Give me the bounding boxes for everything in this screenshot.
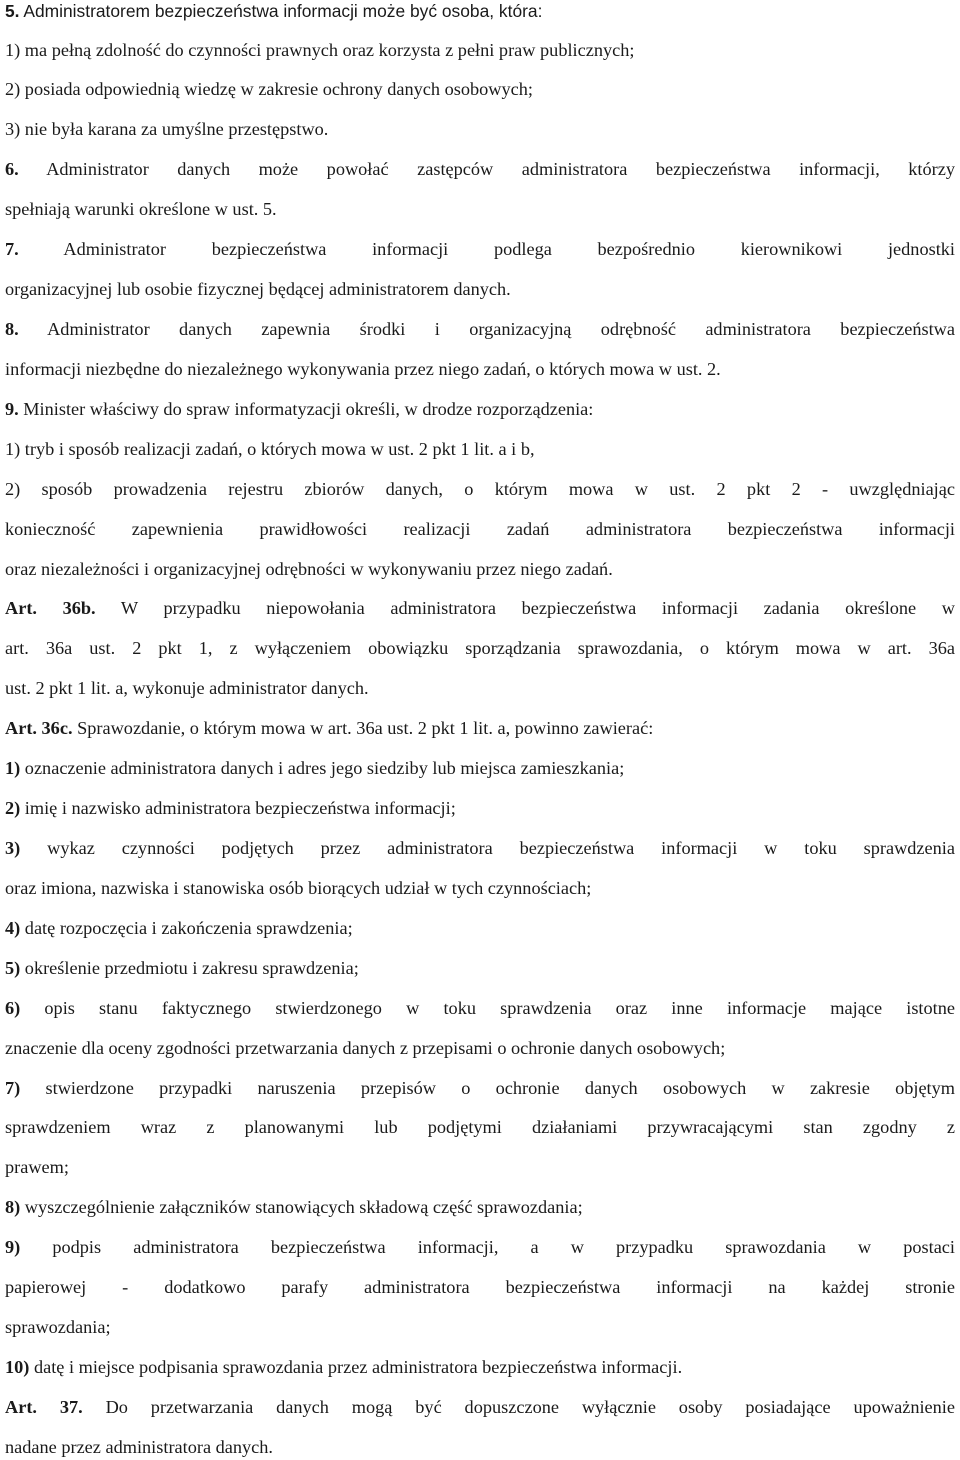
line-text: organizacyjnej lub osobie fizycznej będącej administratorem danych. <box>5 279 511 299</box>
line-text: datę rozpoczęcia i zakończenia sprawdzenia; <box>20 918 353 938</box>
line-text: sprawdzeniem wraz z planowanymi lub podjętymi działaniami przywracającymi stan zgodny z <box>5 1117 955 1137</box>
section-number: 8) <box>5 1197 21 1217</box>
line-text: 1) ma pełną zdolność do czynności prawnych oraz korzysta z pełni praw publicznych; <box>5 40 635 60</box>
line-text: prawem; <box>5 1157 69 1177</box>
line-text: 3) nie była karana za umyślne przestępstwo. <box>5 119 329 139</box>
text-line <box>5 1236 955 1258</box>
line-text: konieczność zapewnienia prawidłowości realizacji zadań administratora bezpieczeństwa informacji <box>5 519 955 539</box>
text-line <box>5 1436 273 1458</box>
text-line <box>5 877 591 899</box>
text-line <box>5 358 721 380</box>
section-number: 1) <box>5 758 21 778</box>
section-number: 5. <box>5 1 20 21</box>
line-text: Minister właściwy do spraw informatyzacji określi, w drodze rozporządzenia: <box>18 399 594 419</box>
line-text: Administrator bezpieczeństwa informacji podlega bezpośrednio kierownikowi jednostki <box>18 239 955 259</box>
section-number: 8. <box>5 319 19 339</box>
section-number: Art. 36c. <box>5 718 73 738</box>
text-line <box>5 1196 583 1218</box>
line-text: stwierdzone przypadki naruszenia przepisów o ochronie danych osobowych w zakresie objętym <box>20 1078 955 1098</box>
line-text: 2) posiada odpowiednią wiedzę w zakresie ochrony danych osobowych; <box>5 79 533 99</box>
line-text: ust. 2 pkt 1 lit. a, wykonuje administrator danych. <box>5 678 369 698</box>
text-line <box>5 39 634 61</box>
text-line <box>5 198 277 220</box>
section-number: 3) <box>5 838 21 858</box>
text-line <box>5 1356 682 1378</box>
section-number: Art. 37. <box>5 1397 83 1417</box>
text-line <box>5 478 955 500</box>
line-text: informacji niezbędne do niezależnego wykonywania przez niego zadań, o których mowa w ust. 2. <box>5 359 721 379</box>
section-number: 6. <box>5 159 19 179</box>
text-line <box>5 957 359 979</box>
text-line <box>5 1276 955 1298</box>
text-line <box>5 837 955 859</box>
line-text: podpis administratora bezpieczeństwa informacji, a w przypadku sprawozdania w postaci <box>20 1237 955 1257</box>
line-text: imię i nazwisko administratora bezpieczeństwa informacji; <box>20 798 456 818</box>
line-text: 1) tryb i sposób realizacji zadań, o których mowa w ust. 2 pkt 1 lit. a i b, <box>5 439 535 459</box>
section-number: 7) <box>5 1078 21 1098</box>
section-number: 7. <box>5 239 19 259</box>
line-text: wyszczególnienie załączników stanowiących składową część sprawozdania; <box>20 1197 583 1217</box>
text-line <box>5 78 533 100</box>
line-text: datę i miejsce podpisania sprawozdania przez administratora bezpieczeństwa informacji. <box>29 1357 683 1377</box>
line-text: papierowej - dodatkowo parafy administratora bezpieczeństwa informacji na każdej stronie <box>5 1277 955 1297</box>
text-line <box>5 1037 725 1059</box>
line-text: nadane przez administratora danych. <box>5 1437 273 1457</box>
line-text: art. 36a ust. 2 pkt 1, z wyłączeniem obowiązku sporządzania sprawozdania, o którym mowa w art. 36a <box>5 638 955 658</box>
line-text: spełniają warunki określone w ust. 5. <box>5 199 277 219</box>
line-text: oraz niezależności i organizacyjnej odrębności w wykonywaniu przez niego zadań. <box>5 559 613 579</box>
line-text: Sprawozdanie, o którym mowa w art. 36a ust. 2 pkt 1 lit. a, powinno zawierać: <box>72 718 654 738</box>
text-line <box>5 1116 955 1138</box>
text-line <box>5 637 955 659</box>
line-text: Administrator danych może powołać zastępców administratora bezpieczeństwa informacji, którzy <box>18 159 955 179</box>
line-text: Administrator danych zapewnia środki i organizacyjną odrębność administratora bezpieczeństwa <box>18 319 955 339</box>
line-text: określenie przedmiotu i zakresu sprawdzenia; <box>20 958 359 978</box>
section-number: Art. 36b. <box>5 598 96 618</box>
section-number: 6) <box>5 998 21 1018</box>
text-line <box>5 717 653 739</box>
line-text: W przypadku niepowołania administratora bezpieczeństwa informacji zadania określone w <box>95 598 955 618</box>
line-text: 2) sposób prowadzenia rejestru zbiorów danych, o którym mowa w ust. 2 pkt 2 - uwzględniając <box>5 479 955 499</box>
text-line <box>5 757 624 779</box>
section-number: 10) <box>5 1357 30 1377</box>
text-line <box>5 1156 69 1178</box>
line-text: Administratorem bezpieczeństwa informacji może być osoba, która: <box>19 1 543 21</box>
line-text: oraz imiona, nazwiska i stanowiska osób biorących udział w tych czynnościach; <box>5 878 592 898</box>
line-text: oznaczenie administratora danych i adres jego siedziby lub miejsca zamieszkania; <box>20 758 625 778</box>
text-line <box>5 677 369 699</box>
text-line <box>5 1316 111 1338</box>
text-line <box>5 597 955 619</box>
text-line <box>5 1077 955 1099</box>
line-text: wykaz czynności podjętych przez administratora bezpieczeństwa informacji w toku sprawdzenia <box>20 838 955 858</box>
text-line <box>5 1396 955 1418</box>
line-text: sprawozdania; <box>5 1317 111 1337</box>
text-line <box>5 278 511 300</box>
line-text: znaczenie dla oceny zgodności przetwarzania danych z przepisami o ochronie danych osobowych; <box>5 1038 726 1058</box>
text-line <box>5 917 353 939</box>
section-number: 4) <box>5 918 21 938</box>
text-line <box>5 997 955 1019</box>
text-line <box>5 797 456 819</box>
text-line <box>5 238 955 260</box>
line-text: Do przetwarzania danych mogą być dopuszczone wyłącznie osoby posiadające upoważnienie <box>82 1397 955 1417</box>
section-number: 5) <box>5 958 21 978</box>
section-number: 9. <box>5 399 19 419</box>
line-text: opis stanu faktycznego stwierdzonego w toku sprawdzenia oraz inne informacje mające istotne <box>20 998 955 1018</box>
text-line <box>5 398 593 420</box>
text-line <box>5 0 542 22</box>
text-line <box>5 158 955 180</box>
text-line <box>5 438 535 460</box>
text-line <box>5 118 328 140</box>
section-number: 2) <box>5 798 21 818</box>
text-line <box>5 518 955 540</box>
section-number: 9) <box>5 1237 21 1257</box>
text-line <box>5 558 613 580</box>
text-line <box>5 318 955 340</box>
